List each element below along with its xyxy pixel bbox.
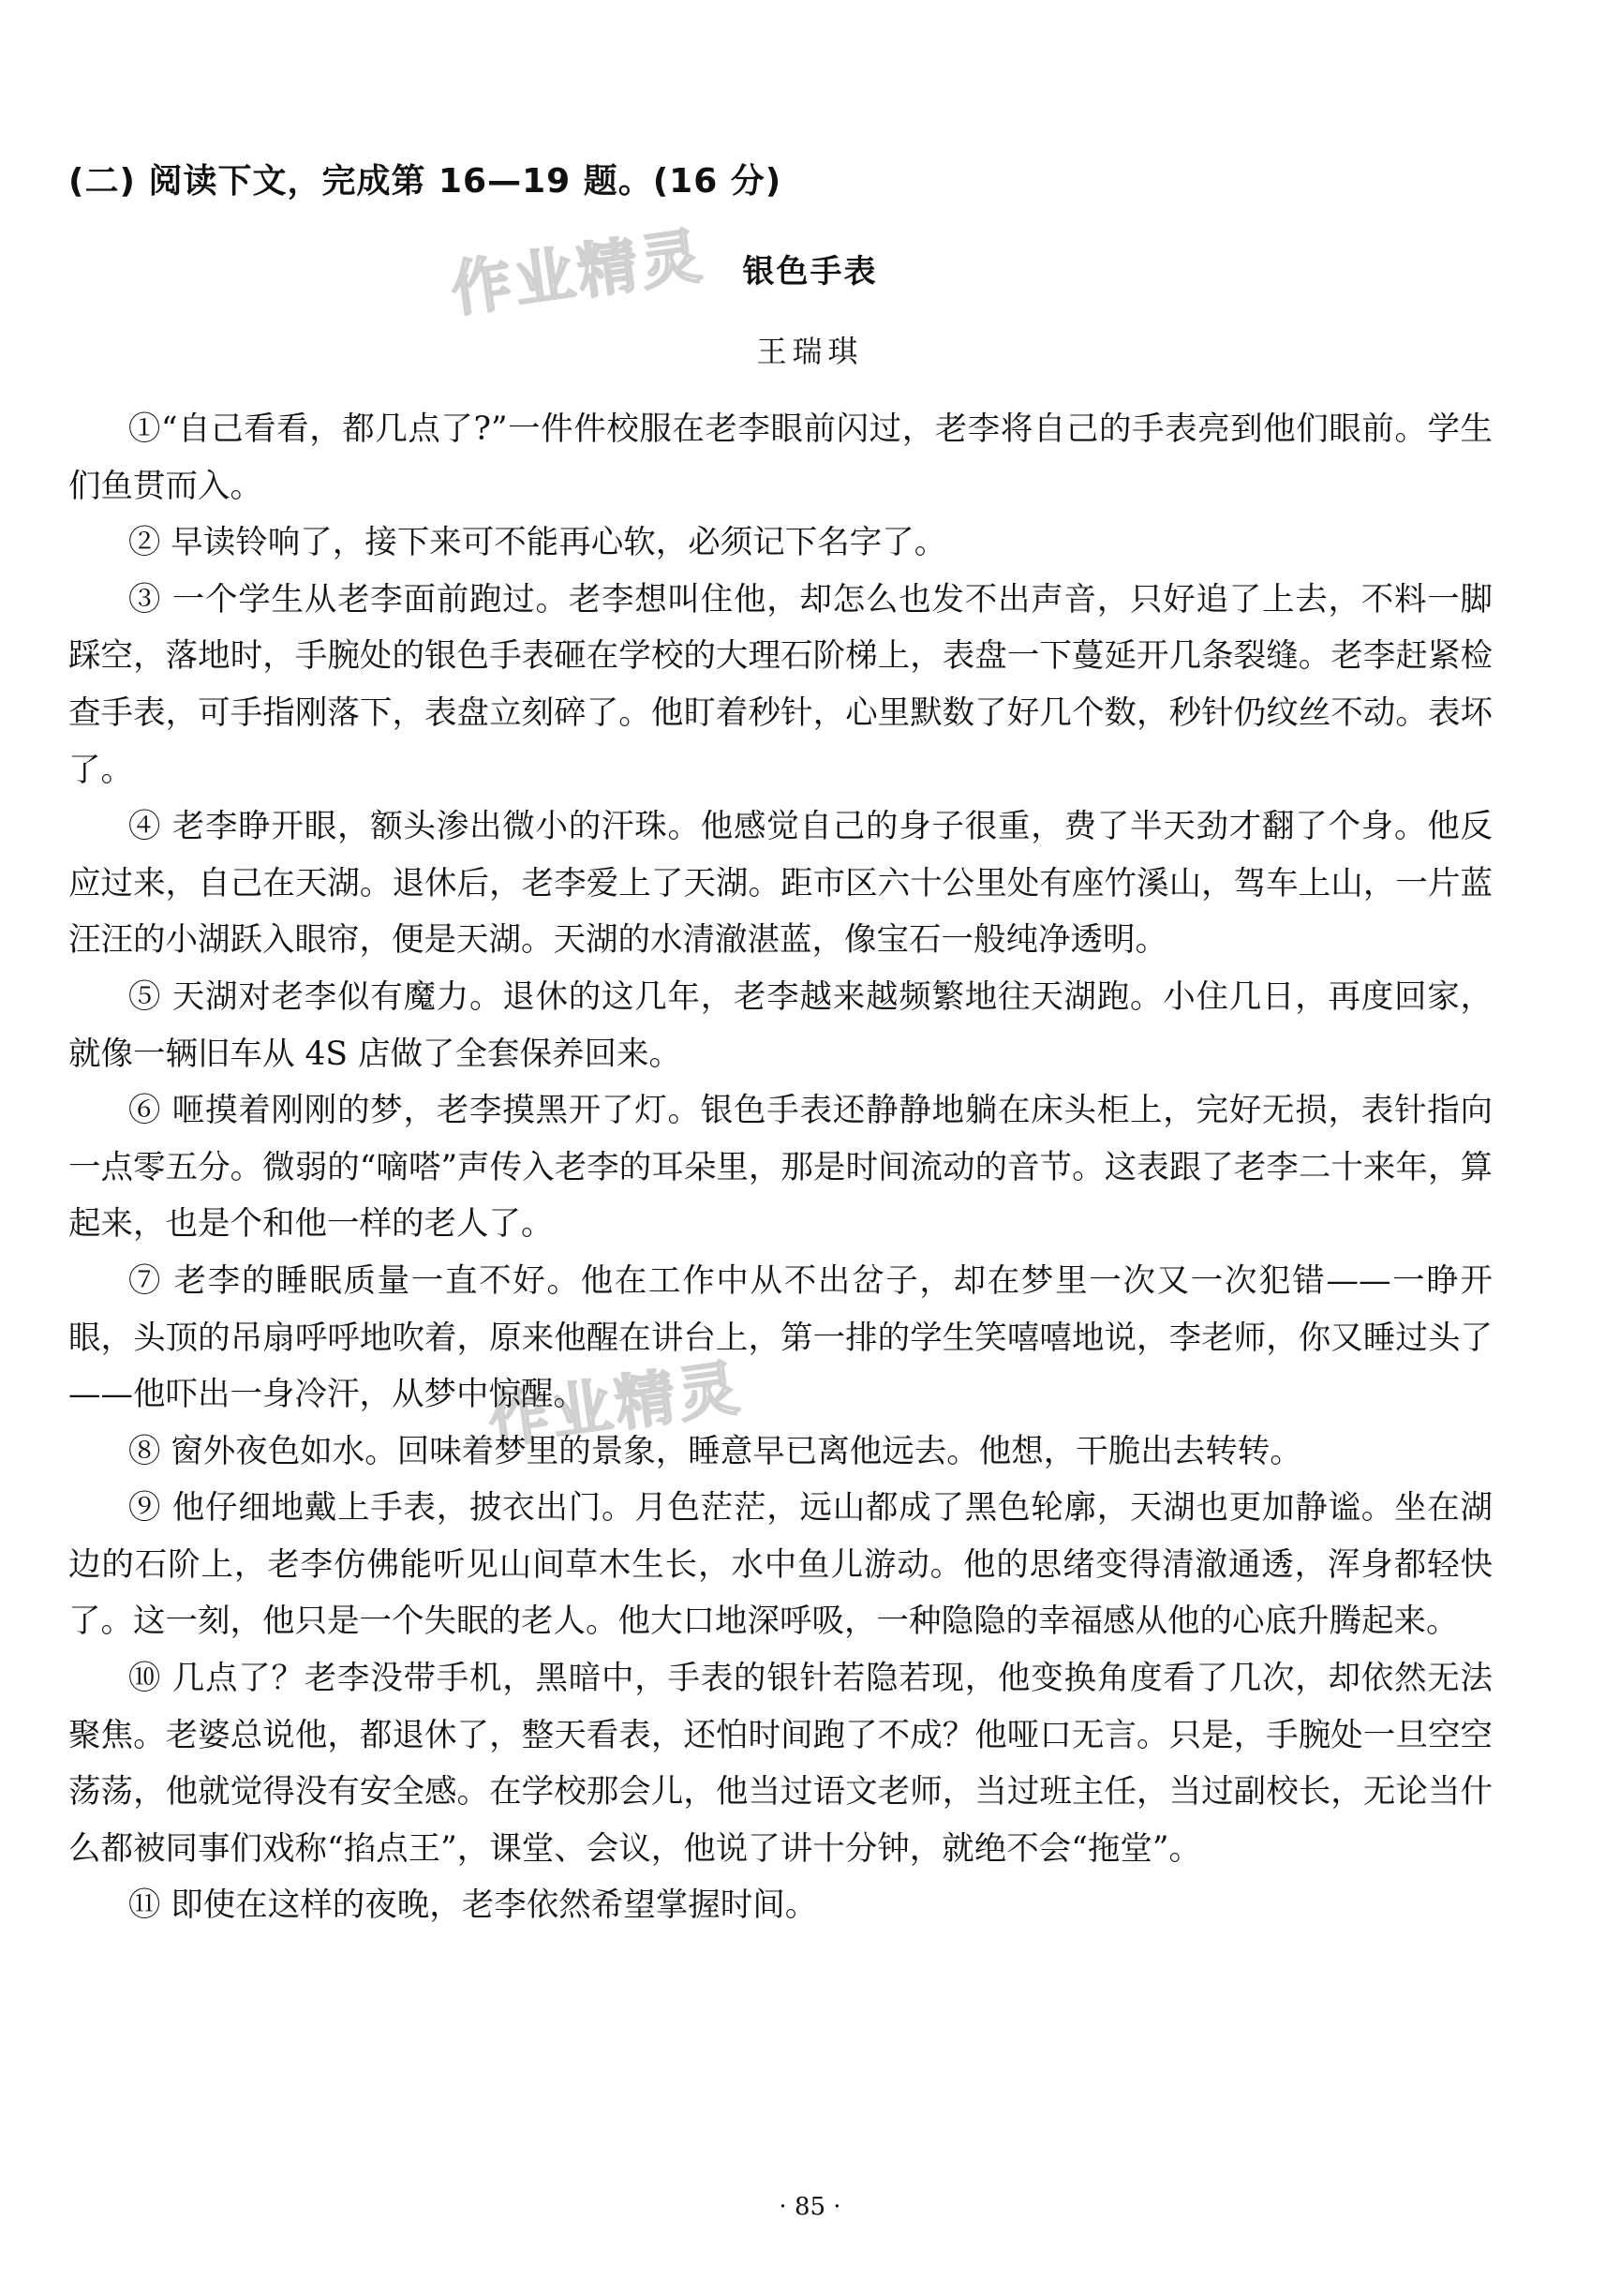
article-title: 银色手表 bbox=[742, 253, 878, 291]
paragraph-2: ② 早读铃响了，接下来可不能再心软，必须记下名字了。 bbox=[127, 524, 947, 562]
paragraph-3: ③ 一个学生从老李面前跑过。老李想叫住他，却怎么也发不出声音，只好追了上去，不料一脚踩空，落地时，手腕处的银色手表砸在学校的大理石阶梯上，表盘一下蔓延开几条裂缝。老李赶紧检查手表，可手指刚落下，表盘立刻碎了。他盯着秒针，心里默数了好几个数，秒针仍纹丝不动。表坏了。 bbox=[68, 580, 1493, 789]
paragraph-8: ⑧ 窗外夜色如水。回味着梦里的景象，睡意早已离他远去。他想，干脆出去转转。 bbox=[127, 1432, 1302, 1470]
paragraph-11: ⑪ 即使在这样的夜晚，老李依然希望掌握时间。 bbox=[127, 1886, 818, 1925]
watermark: 作业精灵 bbox=[447, 221, 709, 326]
paragraph-4: ④ 老李睁开眼，额头渗出微小的汗珠。他感觉自己的身子很重，费了半天劲才翻了个身。他反应过来，自己在天湖。退休后，老李爱上了天湖。距市区六十公里处有座竹溪山，驾车上山，一片蓝汪汪的小湖跃入眼帘，便是天湖。天湖的水清澈湛蓝，像宝石一般纯净透明。 bbox=[68, 808, 1493, 960]
paragraph-10: ⑩ 几点了？老李没带手机，黑暗中，手表的银针若隐若现，他变换角度看了几次，却依然无法聚焦。老婆总说他，都退休了，整天看表，还怕时间跑了不成？他哑口无言。只是，手腕处一旦空空荡荡，他就觉得没有安全感。在学校那会儿，他当过语文老师，当过班主任，当过副校长，无论当什么都被同事们戏称“掐点王”，课堂、会议，他说了讲十分钟，就绝不会“拖堂”。 bbox=[68, 1660, 1493, 1868]
article-body bbox=[68, 401, 1493, 1934]
article-author: 王瑞琪 bbox=[756, 334, 864, 369]
page-number: · 85 · bbox=[779, 2193, 841, 2221]
paragraph-9: ⑨ 他仔细地戴上手表，披衣出门。月色茫茫，远山都成了黑色轮廓，天湖也更加静谧。坐在湖边的石阶上，老李仿佛能听见山间草木生长，水中鱼儿游动。他的思绪变得清澈通透，浑身都轻快了。这一刻，他只是一个失眠的老人。他大口地深呼吸，一种隐隐的幸福感从他的心底升腾起来。 bbox=[68, 1489, 1493, 1641]
paragraph-5: ⑤ 天湖对老李似有魔力。退休的这几年，老李越来越频繁地往天湖跑。小住几日，再度回家，就像一辆旧车从 4S 店做了全套保养回来。 bbox=[68, 977, 1493, 1073]
paragraph-1: ①“自己看看，都几点了?”一件件校服在老李眼前闪过，老李将自己的手表亮到他们眼前。学生们鱼贯而入。 bbox=[68, 410, 1493, 505]
paragraph-6: ⑥ 咂摸着刚刚的梦，老李摸黑开了灯。银色手表还静静地躺在床头柜上，完好无损，表针指向一点零五分。微弱的“嘀嗒”声传入老李的耳朵里，那是时间流动的音节。这表跟了老李二十来年，算起来，也是个和他一样的老人了。 bbox=[68, 1092, 1493, 1244]
paragraph-7: ⑦ 老李的睡眠质量一直不好。他在工作中从不出岔子，却在梦里一次又一次犯错——一睁开眼，头顶的吊扇呼呼地吹着，原来他醒在讲台上，第一排的学生笑嘻嘻地说，李老师，你又睡过头了——他吓出一身冷汗，从梦中惊醒。 bbox=[68, 1261, 1493, 1414]
watermark: 作业精灵 bbox=[484, 1353, 747, 1458]
section-heading: (二) 阅读下文，完成第 16—19 题。(16 分) bbox=[68, 162, 782, 201]
